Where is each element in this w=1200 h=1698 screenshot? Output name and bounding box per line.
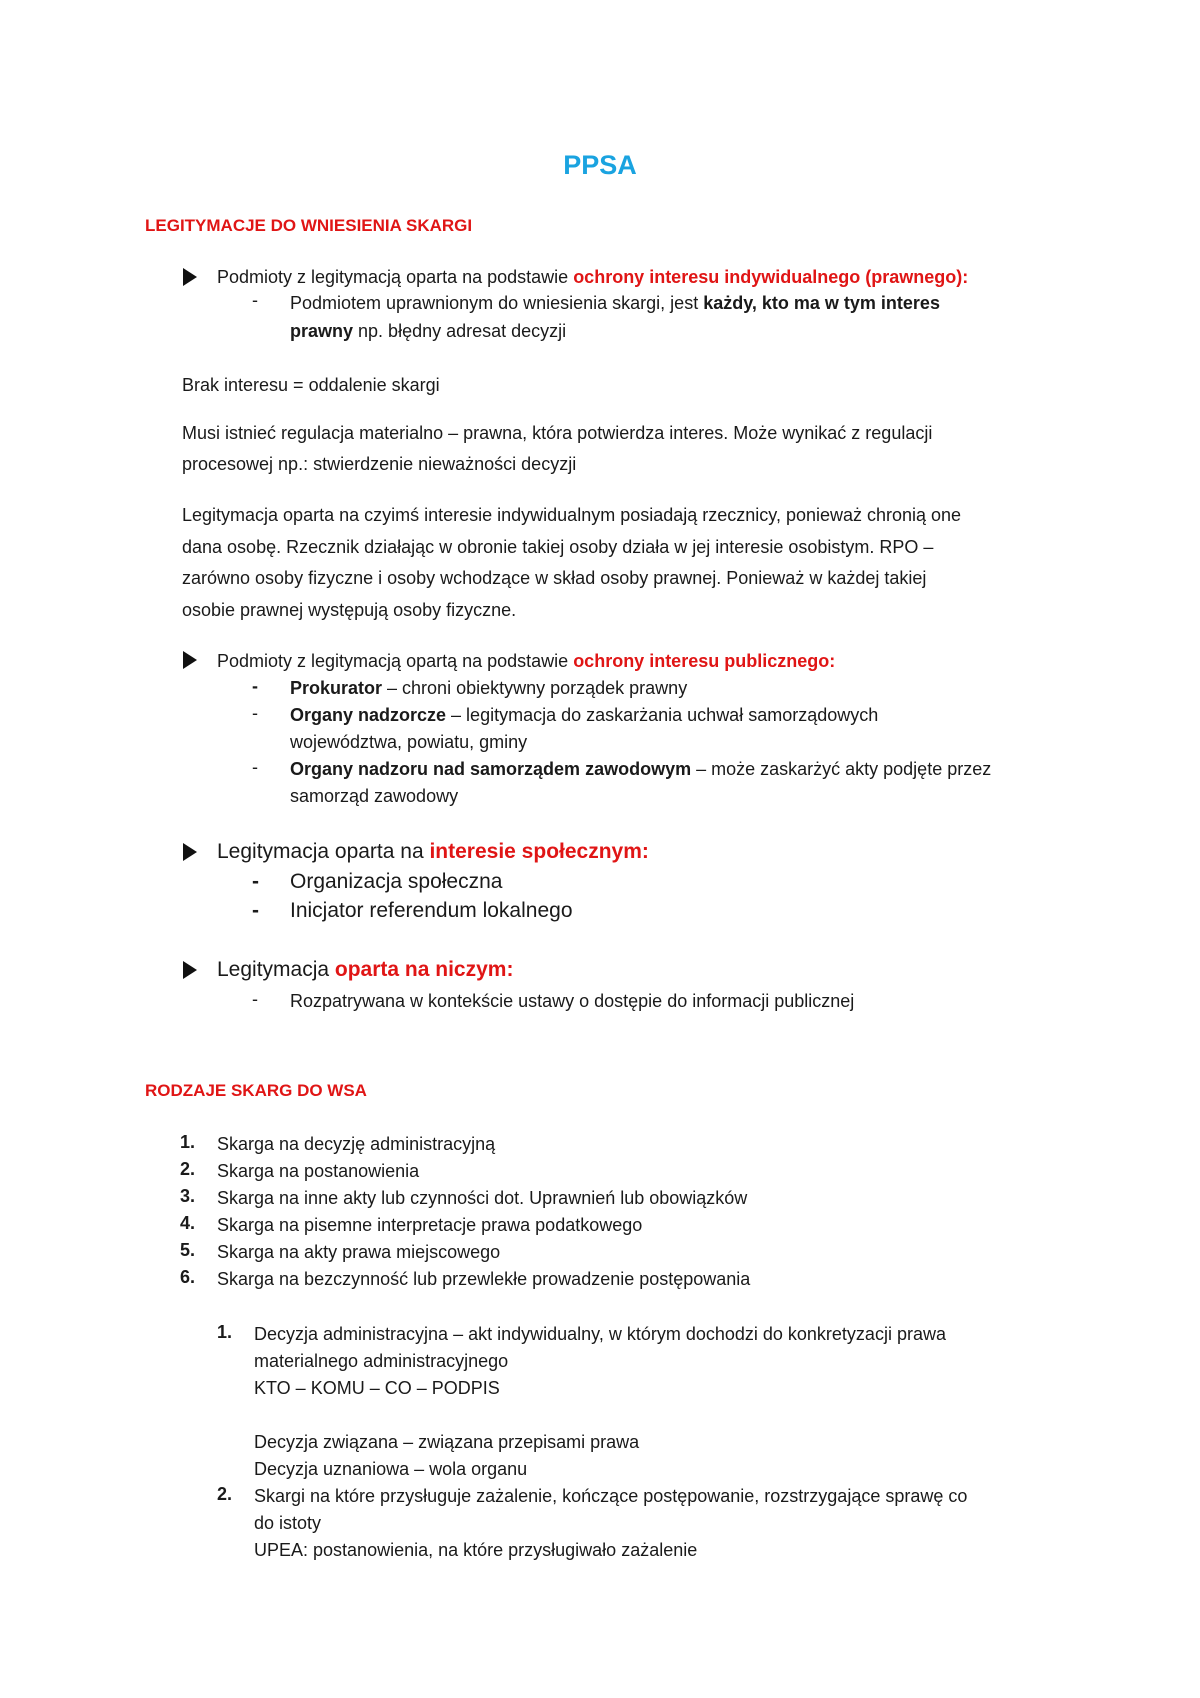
- paragraph-rzecznicy-line-2: dana osobę. Rzecznik działając w obronie takiej osoby działa w jej interesie osobistym. RPO –: [182, 537, 934, 557]
- list-item: Skarga na bezczynność lub przewlekłe prowadzenie postępowania: [217, 1269, 751, 1289]
- detail-number: 1.: [217, 1322, 233, 1342]
- list-number: 6.: [180, 1267, 196, 1287]
- dash-marker: -: [252, 757, 258, 777]
- sub-item-text: Podmiotem uprawnionym do wniesienia skargi, jest: [290, 293, 704, 313]
- dash-marker: -: [252, 899, 259, 922]
- detail-decyzja-line-1: Decyzja administracyjna – akt indywidualny, w którym dochodzi do konkretyzacji prawa: [254, 1324, 946, 1344]
- detail-number: 2.: [217, 1484, 233, 1504]
- sub-item-line-2: [290, 319, 566, 343]
- paragraph-rzecznicy-line-3: zarówno osoby fizyczne i osoby wchodzące w skład osoby prawnej. Ponieważ w każdej takiej: [182, 568, 927, 588]
- paragraph-rzecznicy-line-1: Legitymacja oparta na czyimś interesie indywidualnym posiadają rzecznicy, ponieważ chronią one: [182, 505, 962, 525]
- bullet-highlight: oparta na niczym:: [334, 958, 514, 981]
- section-heading-legitymacje: LEGITYMACJE DO WNIESIENIA SKARGI: [145, 216, 473, 235]
- arrow-bullet-icon: [183, 268, 197, 286]
- list-item: Skarga na akty prawa miejscowego: [217, 1242, 501, 1262]
- detail-skargi-line-1: Skargi na które przysługuje zażalenie, kończące postępowanie, rozstrzygające sprawę co: [254, 1486, 968, 1506]
- list-number: 2.: [180, 1159, 196, 1179]
- paragraph-regulacja-line-2: procesowej np.: stwierdzenie nieważności decyzji: [182, 454, 577, 474]
- list-item-organizacja-spoleczna: Organizacja społeczna: [290, 870, 503, 893]
- detail-decyzja-line-2: materialnego administracyjnego: [254, 1351, 509, 1371]
- arrow-bullet-icon: [183, 961, 197, 979]
- bullet-interes-indywidualny: [217, 265, 968, 289]
- item-bold: Organy nadzorcze: [290, 705, 447, 725]
- detail-decyzja-line-3: KTO – KOMU – CO – PODPIS: [254, 1378, 500, 1398]
- sub-item-bold-2: prawny: [290, 321, 354, 341]
- section-heading-rodzaje: RODZAJE SKARG DO WSA: [145, 1081, 367, 1100]
- list-item-organy-nadzorcze: [290, 703, 878, 727]
- arrow-bullet-icon: [183, 651, 197, 669]
- list-item-organy-nadzorcze-line-2: województwa, powiatu, gminy: [290, 732, 528, 752]
- list-item-organy-nadzoru-line-2: samorząd zawodowy: [290, 786, 459, 806]
- item-text: – legitymacja do zaskarżania uchwał samorządowych: [446, 705, 879, 725]
- bullet-oparta-na-niczym: [217, 956, 513, 984]
- dash-marker: -: [252, 703, 258, 723]
- list-number: 1.: [180, 1132, 196, 1152]
- dash-marker: -: [252, 290, 258, 310]
- list-item-inicjator-referendum: Inicjator referendum lokalnego: [290, 899, 573, 922]
- arrow-bullet-icon: [183, 843, 197, 861]
- list-item: Skarga na decyzję administracyjną: [217, 1134, 496, 1154]
- bullet-text: Legitymacja: [217, 958, 335, 981]
- list-item: Skarga na inne akty lub czynności dot. Uprawnień lub obowiązków: [217, 1188, 748, 1208]
- page-title: PPSA: [563, 150, 637, 180]
- item-bold: Prokurator: [290, 678, 383, 698]
- list-number: 4.: [180, 1213, 196, 1233]
- sub-item-line: [290, 291, 940, 315]
- list-number: 5.: [180, 1240, 196, 1260]
- bullet-interes-spoleczny: [217, 838, 649, 866]
- list-item-rozpatrywana: Rozpatrywana w kontekście ustawy o dostępie do informacji publicznej: [290, 991, 855, 1011]
- detail-skargi-line-3: UPEA: postanowienia, na które przysługiwało zażalenie: [254, 1540, 698, 1560]
- detail-decyzja-line-5: Decyzja uznaniowa – wola organu: [254, 1459, 528, 1479]
- list-item-prokurator: [290, 676, 687, 700]
- bullet-text: Legitymacja oparta na: [217, 840, 430, 863]
- bullet-text: Podmioty z legitymacją oparta na podstawie: [217, 267, 574, 287]
- detail-decyzja-line-4: Decyzja związana – związana przepisami prawa: [254, 1432, 640, 1452]
- bullet-interes-publiczny: [217, 649, 835, 673]
- sub-item-bold: każdy, kto ma w tym interes: [703, 293, 940, 313]
- paragraph-brak-interesu: Brak interesu = oddalenie skargi: [182, 375, 440, 395]
- list-item: Skarga na postanowienia: [217, 1161, 420, 1181]
- dash-marker: -: [252, 989, 258, 1009]
- list-item: Skarga na pisemne interpretacje prawa podatkowego: [217, 1215, 643, 1235]
- paragraph-rzecznicy-line-4: osobie prawnej występują osoby fizyczne.: [182, 600, 517, 620]
- sub-item-text-2: np. błędny adresat decyzji: [353, 321, 567, 341]
- bullet-highlight: ochrony interesu publicznego:: [573, 651, 836, 671]
- detail-skargi-line-2: do istoty: [254, 1513, 322, 1533]
- paragraph-regulacja-line-1: Musi istnieć regulacja materialno – prawna, która potwierdza interes. Może wynikać z regulacji: [182, 423, 933, 443]
- list-number: 3.: [180, 1186, 196, 1206]
- bullet-text: Podmioty z legitymacją opartą na podstawie: [217, 651, 574, 671]
- item-bold: Organy nadzoru nad samorządem zawodowym: [290, 759, 692, 779]
- item-text: – może zaskarżyć akty podjęte przez: [691, 759, 992, 779]
- item-text: – chroni obiektywny porządek prawny: [382, 678, 688, 698]
- dash-marker: -: [252, 676, 258, 696]
- dash-marker: -: [252, 870, 259, 893]
- list-item-organy-nadzoru: [290, 757, 991, 781]
- bullet-highlight: ochrony interesu indywidualnego (prawnego):: [573, 267, 969, 287]
- bullet-highlight: interesie społecznym:: [429, 840, 649, 863]
